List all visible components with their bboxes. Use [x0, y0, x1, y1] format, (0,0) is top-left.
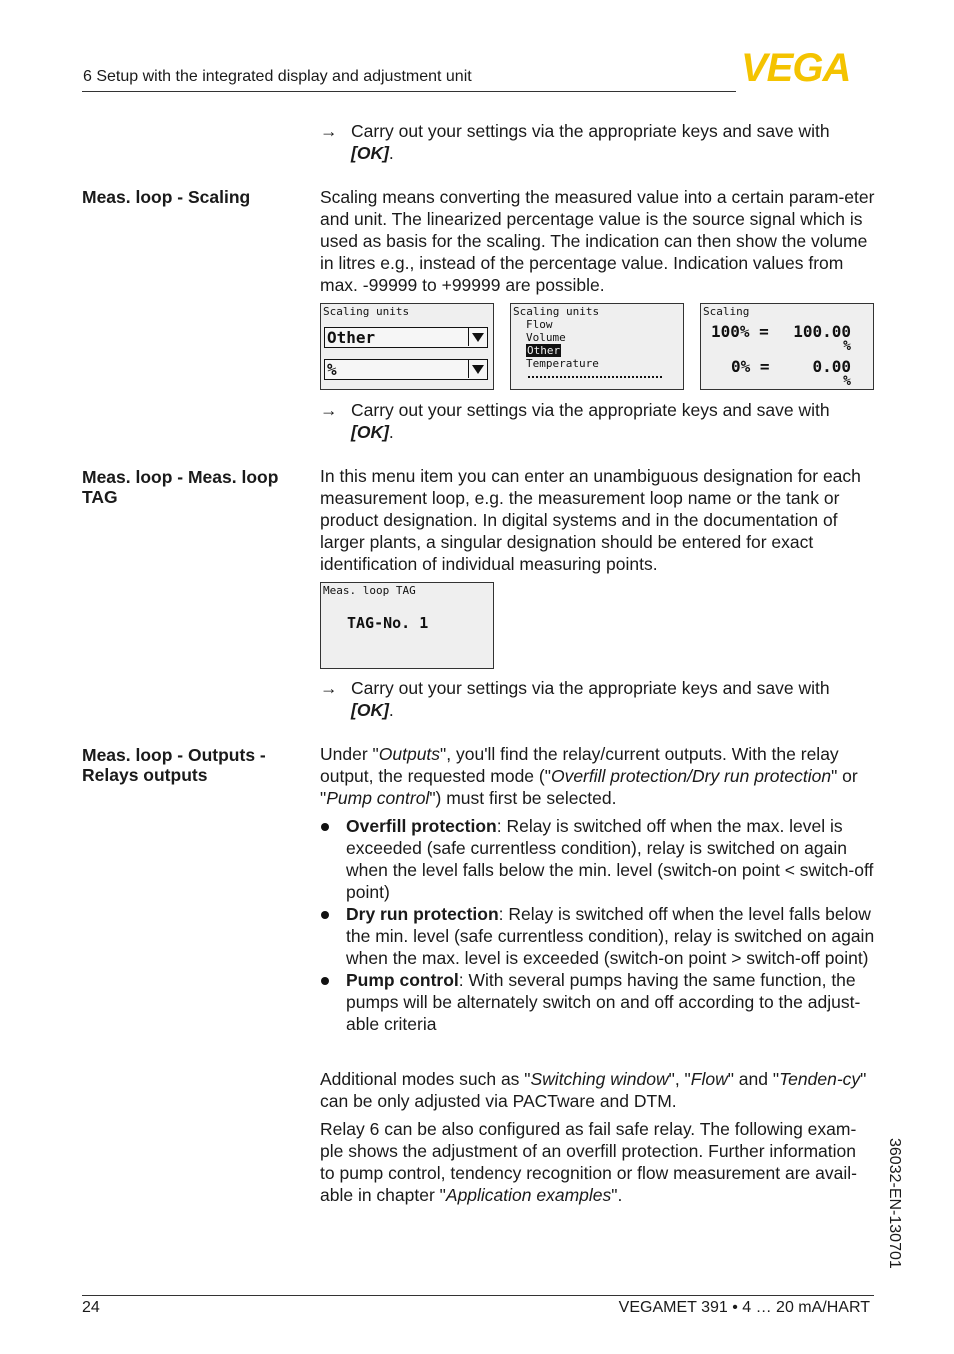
step-instruction-2: → Carry out your settings via the appropriate keys and save with [OK]. [320, 400, 830, 442]
svg-text:VEGA: VEGA [741, 50, 851, 84]
relay6-paragraph: Relay 6 can be also configured as fail safe relay. The following exam-ple shows the adjustment of an overfill protection. Further information to pump control, tendency recognition or flow measurement are avail-able in chapter "Application examples". [320, 1119, 857, 1205]
unit-combobox[interactable]: % [324, 359, 488, 380]
bullet-icon [321, 977, 329, 985]
step-instruction-3: → Carry out your settings via the appropriate keys and save with [OK]. [320, 678, 830, 720]
scaling-0-unit: % [843, 374, 851, 389]
list-item-other-selected[interactable]: Other [527, 344, 561, 357]
arrow-icon: → [320, 400, 338, 420]
display-scaling-units-combo [320, 303, 494, 390]
vega-logo [741, 50, 873, 84]
header-divider [82, 91, 736, 92]
list-item: Overfill protection: Relay is switched off when the max. level is exceeded (safe currentless condition), relay is switched on again when the level falls below the min. level (switch-on point < switch-off point) [320, 815, 875, 903]
tag-value[interactable]: TAG-No. 1 [347, 614, 429, 632]
bullet-icon [321, 823, 329, 831]
scaling-100-unit: % [843, 339, 851, 354]
display-scaling-units-list [510, 303, 684, 390]
list-item-flow[interactable]: Flow [526, 318, 553, 331]
additional-modes-paragraph: Additional modes such as "Switching window", "Flow" and "Tenden-cy" can be only adjusted via PACTware and DTM. [320, 1069, 867, 1111]
scroll-down-icon[interactable] [525, 382, 535, 390]
relay-mode-list [320, 815, 875, 1035]
dropdown-arrow-icon [468, 360, 487, 378]
display-scaling-values [700, 303, 874, 390]
scaling-0-value[interactable]: 0.00 [812, 357, 851, 376]
arrow-icon: → [320, 678, 338, 698]
footer-divider [82, 1295, 874, 1296]
label-scaling: Meas. loop - Scaling [82, 187, 251, 207]
list-item-volume[interactable]: Volume [526, 331, 566, 344]
label-meas-loop-tag: Meas. loop - Meas. loop TAG [82, 467, 279, 507]
list-item: Dry run protection: Relay is switched off when the level falls below the min. level (safe currentless condition), relay is switched on again when the max. level is exceeded (switch-on point > switch-off point) [320, 903, 875, 969]
unit-category-combobox[interactable]: Other [324, 327, 488, 348]
lcd-title: Scaling units [513, 305, 600, 318]
scaling-description: Scaling means converting the measured value into a certain param-eter and unit. The linearized percentage value is the source signal which is used as basis for the scaling. The indication can then show the volume in litres e.g., instead of the percentage value. Indication values from max. -99999 to +99999 are possible. [320, 187, 875, 295]
step-instruction-1: → Carry out your settings via the appropriate keys and save with [OK]. [320, 121, 830, 163]
display-meas-loop-tag [320, 582, 494, 669]
lcd-title: Meas. loop TAG [323, 584, 416, 597]
scaling-100-label: 100% = [711, 322, 769, 341]
product-name: VEGAMET 391 • 4 … 20 mA/HART [618, 1299, 870, 1316]
bullet-icon [321, 911, 329, 919]
page-number: 24 [82, 1299, 100, 1316]
list-item-temperature[interactable]: Temperature [526, 357, 599, 370]
dropdown-arrow-icon [468, 328, 487, 346]
document-code: 36032-EN-130701 [886, 1138, 903, 1269]
scaling-100-value[interactable]: 100.00 [793, 322, 851, 341]
list-item: Pump control: With several pumps having the same function, the pumps will be alternately switch on and off according to the adjust-able criteria [320, 969, 875, 1035]
tag-description: In this menu item you can enter an unambiguous designation for each measurement loop, e.g. the measurement loop name or the tank or product designation. In digital systems and in the documentation of larger plants, a singular designation should be entered for exact identification of individual measuring points. [320, 466, 861, 574]
lcd-title: Scaling [703, 305, 750, 318]
lcd-title: Scaling units [323, 305, 410, 318]
header-section-title: 6 Setup with the integrated display and adjustment unit [83, 68, 472, 85]
label-outputs-relays: Meas. loop - Outputs - Relays outputs [82, 745, 266, 785]
outputs-intro: Under "Outputs", you'll find the relay/current outputs. With the relay output, the requested mode ("Overfill protection/Dry run protection" or "Pump control") must first be selected. [320, 744, 858, 808]
list-more-indicator [528, 376, 662, 378]
scaling-0-label: 0% = [731, 357, 770, 376]
arrow-icon: → [320, 121, 338, 141]
